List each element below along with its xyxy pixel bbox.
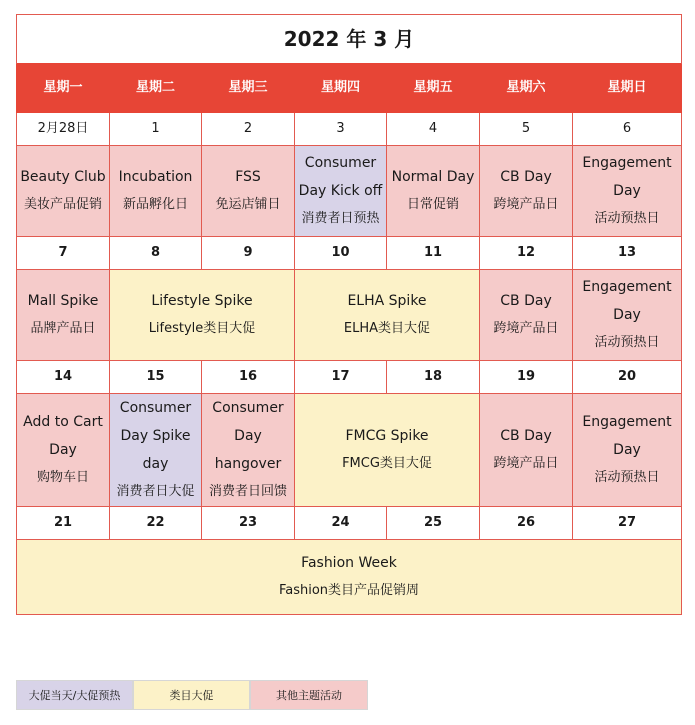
event-row	[17, 270, 682, 361]
legend	[16, 680, 368, 710]
event-title: Consumer Day Kick off	[298, 155, 383, 199]
event-subtitle: 品牌产品日	[30, 321, 96, 336]
event-title: Normal Day	[391, 169, 475, 185]
date-row	[17, 237, 682, 270]
event-subtitle: FMCG类目大促	[342, 456, 432, 471]
event-title: FSS	[235, 169, 261, 185]
date-cell: 14	[17, 361, 110, 394]
date-cell: 2	[202, 113, 295, 146]
event-row	[17, 540, 682, 615]
event-title: Consumer Day Spike day	[119, 400, 192, 472]
event-subtitle: 活动预热日	[594, 211, 660, 226]
event-cell	[17, 146, 110, 237]
event-subtitle: Fashion类目产品促销周	[278, 583, 420, 598]
event-subtitle: 消费者日回馈	[208, 484, 287, 499]
event-cell	[202, 394, 295, 507]
event-subtitle: 免运店铺日	[215, 197, 281, 212]
event-subtitle: 跨境产品日	[493, 321, 559, 336]
date-cell: 15	[110, 361, 202, 394]
event-title: Lifestyle Spike	[151, 293, 253, 309]
date-cell: 2月28日	[17, 113, 110, 146]
date-cell: 23	[202, 507, 295, 540]
event-subtitle: Lifestyle类目大促	[148, 321, 256, 336]
event-cell	[110, 270, 295, 361]
event-row	[17, 394, 682, 507]
date-cell: 10	[295, 237, 387, 270]
event-title: FMCG Spike	[345, 428, 429, 444]
weekday-header: 星期六	[480, 64, 573, 113]
date-cell: 9	[202, 237, 295, 270]
date-cell: 11	[387, 237, 480, 270]
date-cell: 24	[295, 507, 387, 540]
event-title: Mall Spike	[27, 293, 99, 309]
date-cell: 7	[17, 237, 110, 270]
event-cell	[110, 146, 202, 237]
date-cell: 27	[573, 507, 682, 540]
weekday-header-row	[17, 64, 682, 113]
event-subtitle: 新品孵化日	[122, 197, 188, 212]
event-title: CB Day	[500, 428, 552, 444]
event-subtitle: 消费者日大促	[116, 484, 195, 499]
date-cell: 5	[480, 113, 573, 146]
event-cell	[17, 394, 110, 507]
event-cell	[17, 540, 682, 615]
date-cell: 21	[17, 507, 110, 540]
event-cell	[110, 394, 202, 507]
date-cell: 8	[110, 237, 202, 270]
date-cell: 12	[480, 237, 573, 270]
event-title: Engagement Day	[582, 155, 672, 199]
date-cell: 6	[573, 113, 682, 146]
event-row	[17, 146, 682, 237]
date-cell: 4	[387, 113, 480, 146]
event-cell	[17, 270, 110, 361]
event-subtitle: 活动预热日	[594, 335, 660, 350]
event-title: CB Day	[500, 293, 552, 309]
event-title: Beauty Club	[20, 169, 106, 185]
event-title: Incubation	[118, 169, 193, 185]
event-title: CB Day	[500, 169, 552, 185]
date-cell: 16	[202, 361, 295, 394]
legend-item-pink: 其他主题活动	[250, 680, 368, 710]
event-cell	[387, 146, 480, 237]
event-subtitle: 美妆产品促销	[23, 197, 102, 212]
event-cell	[573, 146, 682, 237]
date-cell: 25	[387, 507, 480, 540]
calendar-title: 2022 年 3 月	[17, 15, 682, 64]
event-title: Engagement Day	[582, 279, 672, 323]
date-cell: 1	[110, 113, 202, 146]
date-cell: 18	[387, 361, 480, 394]
date-cell: 22	[110, 507, 202, 540]
event-subtitle: 跨境产品日	[493, 197, 559, 212]
event-cell	[573, 394, 682, 507]
date-cell: 19	[480, 361, 573, 394]
event-cell	[295, 394, 480, 507]
event-cell	[295, 270, 480, 361]
event-title: Add to Cart Day	[23, 414, 103, 458]
weekday-header: 星期日	[573, 64, 682, 113]
date-cell: 17	[295, 361, 387, 394]
date-cell: 13	[573, 237, 682, 270]
event-subtitle: 购物车日	[36, 470, 89, 485]
event-subtitle: 消费者日预热	[301, 211, 380, 226]
event-cell	[480, 270, 573, 361]
event-cell	[295, 146, 387, 237]
date-cell: 3	[295, 113, 387, 146]
legend-item-yellow: 类目大促	[133, 680, 250, 710]
event-cell	[480, 394, 573, 507]
event-title: Engagement Day	[582, 414, 672, 458]
event-subtitle: 日常促销	[406, 197, 459, 212]
weekday-header: 星期三	[202, 64, 295, 113]
weekday-header: 星期一	[17, 64, 110, 113]
event-cell	[573, 270, 682, 361]
date-row	[17, 507, 682, 540]
calendar-table	[16, 14, 682, 615]
weekday-header: 星期五	[387, 64, 480, 113]
event-subtitle: 活动预热日	[594, 470, 660, 485]
event-title: Consumer Day hangover	[212, 400, 284, 472]
date-cell: 26	[480, 507, 573, 540]
event-title: Fashion Week	[301, 555, 397, 571]
weekday-header: 星期二	[110, 64, 202, 113]
date-row	[17, 361, 682, 394]
event-cell	[480, 146, 573, 237]
event-subtitle: 跨境产品日	[493, 456, 559, 471]
weekday-header: 星期四	[295, 64, 387, 113]
date-row	[17, 113, 682, 146]
date-cell: 20	[573, 361, 682, 394]
event-cell	[202, 146, 295, 237]
event-title: ELHA Spike	[347, 293, 427, 309]
legend-item-purple: 大促当天/大促预热	[16, 680, 133, 710]
event-subtitle: ELHA类目大促	[343, 321, 431, 336]
